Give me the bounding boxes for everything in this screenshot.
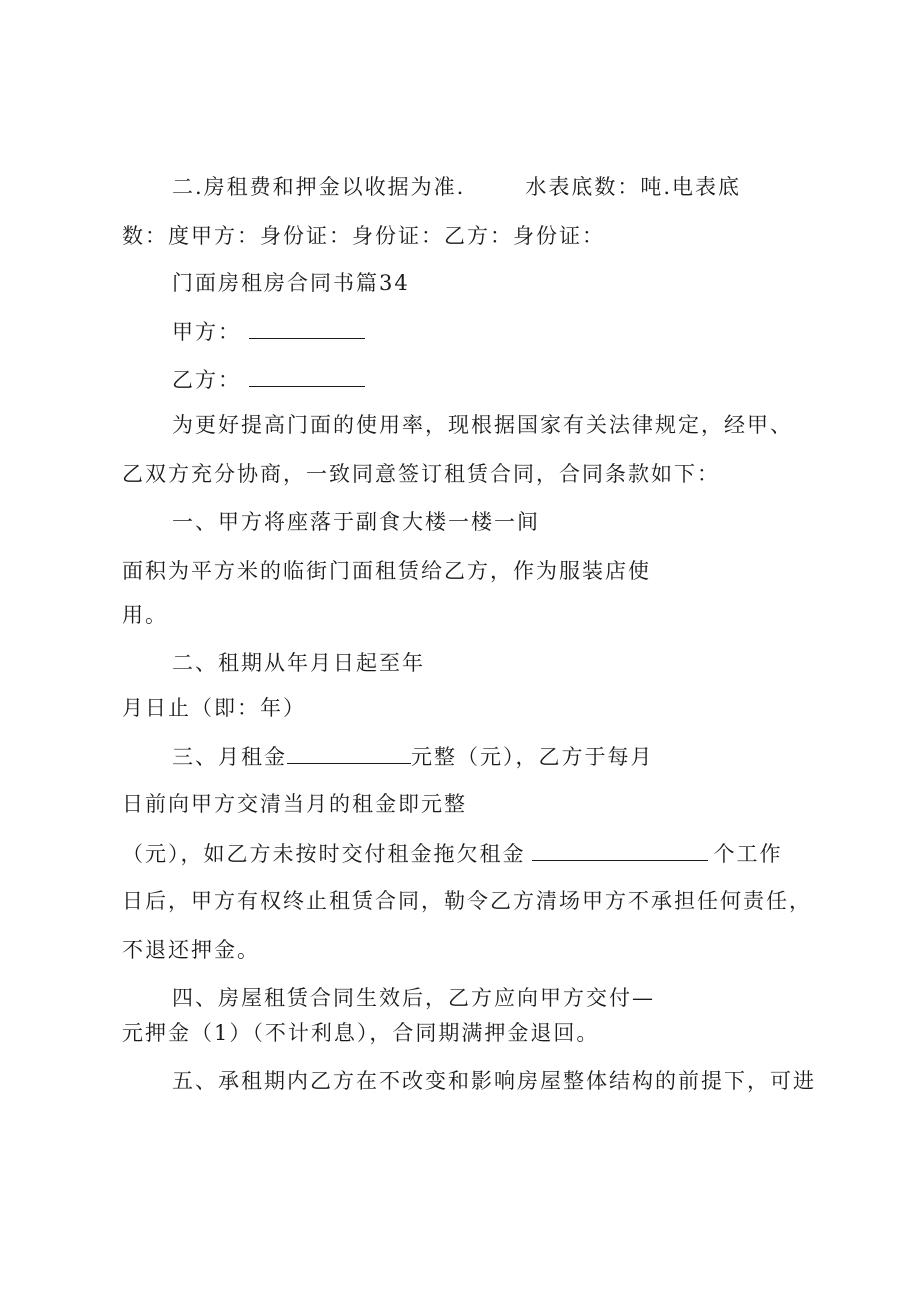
paragraph-rent-deposit [172,172,741,202]
intro-text-1: 为更好提高门面的使用率，现根据国家有关法律规定，经甲、 [172,413,793,437]
clause-1-line-1 [172,507,540,537]
clause-1-line-3 [122,600,168,630]
clause-1-text-2: 面积为平方米的临街门面租赁给乙方，作为服装店使 [122,559,651,583]
clause-4-line-1 [172,983,655,1013]
clause-3-text-4: 日后，甲方有权终止租赁合同，勒令乙方清场甲方不承担任何责任， [122,889,812,913]
clause-3-text-3a: （元），如乙方未按时交付租金拖欠租金 [122,842,526,866]
intro-text-2: 乙双方充分协商，一致同意签订租赁合同，合同条款如下： [122,462,720,486]
clause-3-line-4 [122,886,812,916]
clause-5-text-1: 五、承租期内乙方在不改变和影响房屋整体结构的前提下，可进 [172,1069,816,1093]
arrears-days-blank [532,838,708,861]
clause-3-text-2: 日前向甲方交清当月的租金即元整 [122,792,467,816]
clause-3-text-1b: 元整（元），乙方于每月 [411,745,654,769]
party-a-row [172,316,365,347]
clause-2-text-2: 月日止（即：年） [122,696,306,720]
text-meter-reading: 水表底数：吨.电表底 [525,175,742,199]
intro-line-1 [172,410,793,440]
clause-1-text-1: 一、甲方将座落于副食大楼一楼一间 [172,510,540,534]
clause-3-text-5: 不退还押金。 [122,938,260,962]
clause-2-text-1: 二、租期从年月日起至年 [172,651,425,675]
clause-3-line-2 [122,789,467,819]
clause-2-line-1 [172,648,425,678]
party-a-blank [249,316,365,339]
monthly-rent-blank [287,741,411,764]
clause-5-line-1 [172,1066,816,1096]
paragraph-id-line [122,221,605,251]
text-rent-deposit: 二.房租费和押金以收据为准. [172,175,466,199]
text-id-line: 数：度甲方：身份证：身份证：乙方：身份证： [122,224,605,248]
party-b-label: 乙方： [172,368,241,392]
party-b-row [172,364,365,395]
party-a-label: 甲方： [172,320,241,344]
section-title-text: 门面房租房合同书篇34 [172,271,410,295]
clause-3-line-3 [122,838,783,869]
clause-3-line-5 [122,935,260,965]
clause-3-text-3b: 个工作 [713,842,783,866]
intro-line-2 [122,459,720,489]
section-title [172,268,410,298]
clause-4-text-2: 元押金（1）（不计利息），合同期满押金退回。 [122,1021,600,1045]
clause-1-text-3: 用。 [122,603,168,627]
party-b-blank [249,364,365,387]
clause-3-line-1 [172,741,654,772]
clause-3-text-1a: 三、月租金 [172,745,287,769]
clause-2-line-2 [122,693,306,723]
clause-4-line-2 [122,1018,599,1048]
clause-1-line-2 [122,556,651,586]
clause-4-text-1: 四、房屋租赁合同生效后，乙方应向甲方交付— [172,986,655,1010]
